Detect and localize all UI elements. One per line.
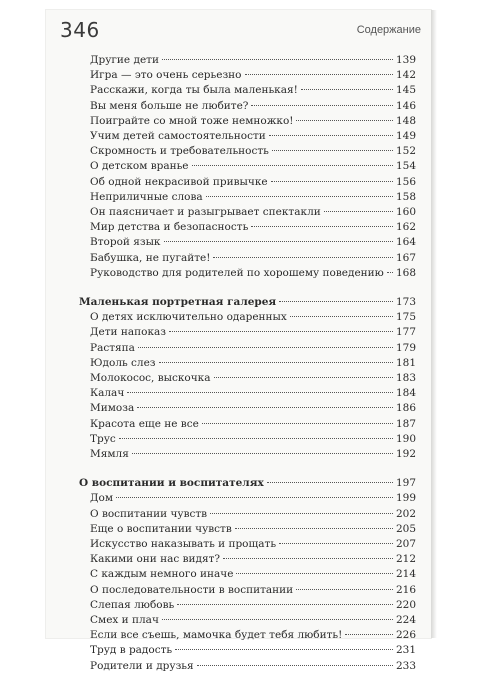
entry-title: Растяпа <box>90 341 135 354</box>
entry-title: Труд в радость <box>90 644 173 657</box>
entry-page-number: 173 <box>395 296 416 308</box>
page-edge-shadow <box>431 10 437 638</box>
dot-leader <box>223 557 393 559</box>
entry-page-number: 231 <box>395 644 416 657</box>
dot-leader <box>271 180 393 182</box>
dot-leader <box>345 633 393 635</box>
toc-entry <box>90 599 416 614</box>
entry-page-number: 139 <box>395 54 416 66</box>
dot-leader <box>296 588 393 590</box>
dot-leader <box>301 88 393 90</box>
toc-entry <box>90 629 416 644</box>
dot-leader <box>214 376 393 378</box>
entry-title: Он паясничает и разыгрывает спектакли <box>90 206 321 218</box>
toc-entry <box>90 568 416 583</box>
entry-title: Еще о воспитании чувств <box>90 522 232 535</box>
dot-leader <box>202 422 393 424</box>
entry-page-number: 177 <box>395 326 416 339</box>
toc-entry <box>90 433 416 448</box>
toc-entry <box>90 252 416 267</box>
dot-leader <box>175 648 393 650</box>
dot-leader <box>132 452 393 454</box>
entry-page-number: 175 <box>395 311 416 324</box>
entry-title: Какими они нас видят? <box>90 553 221 566</box>
entry-page-number: 164 <box>395 236 416 249</box>
entry-title: Родители и друзья <box>90 659 194 672</box>
entry-page-number: 149 <box>395 130 416 142</box>
dot-leader <box>279 542 393 544</box>
entry-title: Второй язык <box>90 236 161 249</box>
dot-leader <box>159 361 393 363</box>
entry-page-number: 226 <box>395 629 416 642</box>
entry-title: Слепая любовь <box>90 598 175 611</box>
entry-page-number: 186 <box>395 402 416 415</box>
dot-leader <box>116 496 393 498</box>
toc-entry <box>90 84 416 99</box>
entry-page-number: 199 <box>395 492 416 505</box>
dot-leader <box>387 271 393 273</box>
entry-title: Учим детей самостоятельности <box>90 130 266 142</box>
entry-title: Молокосос, выскочка <box>90 372 211 384</box>
toc-entry <box>90 191 416 206</box>
running-title: Содержание <box>356 24 421 36</box>
dot-leader <box>177 603 393 605</box>
entry-title: Если все съешь, мамочка будет тебя любить! <box>90 629 343 642</box>
toc-entry <box>90 342 416 357</box>
entry-page-number: 142 <box>395 69 416 82</box>
entry-title: Бабушка, не пугайте! <box>90 251 211 264</box>
entry-title: Мямля <box>90 448 129 460</box>
entry-page-number: 205 <box>395 522 416 535</box>
entry-page-number: 202 <box>395 507 416 520</box>
entry-page-number: 168 <box>395 266 416 279</box>
toc-entry <box>90 69 416 84</box>
entry-title: Вы меня больше не любите? <box>90 99 249 112</box>
toc-entry <box>90 115 416 130</box>
toc-entry <box>90 145 416 160</box>
entry-page-number: 146 <box>395 99 416 112</box>
entry-title: Красота еще не все <box>90 417 199 430</box>
toc-entry <box>90 100 416 115</box>
page-header <box>46 10 431 50</box>
entry-title: О детях исключительно одаренных <box>90 311 287 324</box>
dot-leader <box>324 210 393 212</box>
dot-leader <box>138 346 393 348</box>
dot-leader <box>251 225 393 227</box>
dot-leader <box>127 391 393 393</box>
dot-leader <box>269 134 393 136</box>
toc-entry <box>90 326 416 341</box>
entry-page-number: 152 <box>395 145 416 158</box>
toc-entry <box>90 644 416 659</box>
toc-entry <box>90 614 416 629</box>
entry-page-number: 187 <box>395 417 416 430</box>
entry-title: Поиграйте со мной тоже немножко! <box>90 114 294 127</box>
dot-leader <box>137 406 393 408</box>
entry-page-number: 183 <box>395 372 416 384</box>
toc-entry <box>90 523 416 538</box>
entry-title: Трус <box>90 432 116 445</box>
entry-page-number: 233 <box>395 659 416 672</box>
dot-leader <box>119 437 393 439</box>
dot-leader <box>169 330 393 332</box>
toc-section-heading <box>79 477 416 492</box>
dot-leader <box>197 664 393 666</box>
entry-page-number: 224 <box>395 614 416 626</box>
page-number: 346 <box>60 18 100 42</box>
dot-leader <box>296 119 392 121</box>
toc-entry <box>90 206 416 221</box>
entry-page-number: 190 <box>395 432 416 445</box>
toc-entry <box>90 508 416 523</box>
entry-page-number: 214 <box>395 568 416 581</box>
dot-leader <box>245 73 393 75</box>
dot-leader <box>267 481 393 483</box>
entry-page-number: 158 <box>395 190 416 203</box>
dot-leader <box>162 58 393 60</box>
entry-title: Неприличные слова <box>90 190 203 203</box>
toc-entry <box>90 130 416 145</box>
entry-title: Об одной некрасивой привычке <box>90 175 268 188</box>
entry-page-number: 212 <box>395 553 416 566</box>
toc-entry <box>90 176 416 191</box>
book-page <box>46 10 431 672</box>
entry-page-number: 216 <box>395 583 416 596</box>
toc-entry <box>90 660 416 675</box>
entry-page-number: 162 <box>395 221 416 234</box>
toc-entry <box>90 160 416 175</box>
dot-leader <box>251 104 393 106</box>
entry-page-number: 184 <box>395 387 416 400</box>
dot-leader <box>290 315 393 317</box>
entry-title: Дом <box>90 492 114 505</box>
entry-title: Искусство наказывать и прощать <box>90 538 277 550</box>
entry-page-number: 220 <box>395 598 416 611</box>
dot-leader <box>235 527 393 529</box>
toc-entry <box>90 372 416 387</box>
dot-leader <box>164 240 393 242</box>
entry-title: Игра — это очень серьезно <box>90 69 242 82</box>
toc-entry <box>90 221 416 236</box>
toc-entry <box>90 418 416 433</box>
entry-page-number: 148 <box>395 114 416 127</box>
entry-title: Мир детства и безопасность <box>90 221 249 234</box>
entry-title: Юдоль слез <box>90 356 156 369</box>
toc-entry <box>90 357 416 372</box>
toc-entry <box>90 584 416 599</box>
entry-page-number: 145 <box>395 84 416 97</box>
entry-title: Руководство для родителей по хорошему поведению <box>90 266 384 279</box>
dot-leader <box>162 618 393 620</box>
entry-title: Мимоза <box>90 402 135 415</box>
entry-page-number: 156 <box>395 175 416 188</box>
dot-leader <box>236 572 393 574</box>
toc-entry <box>90 54 416 69</box>
toc-entry <box>90 538 416 553</box>
entry-title: О последовательности в воспитании <box>90 583 294 596</box>
entry-title: Расскажи, когда ты была маленькая! <box>90 84 298 97</box>
dot-leader <box>192 164 393 166</box>
entry-page-number: 179 <box>395 341 416 354</box>
entry-page-number: 197 <box>395 477 416 490</box>
toc-entry <box>90 311 416 326</box>
toc-entry <box>90 236 416 251</box>
section-title: О воспитании и воспитателях <box>79 477 264 490</box>
section-title: Маленькая портретная галерея <box>79 296 277 308</box>
toc-entry <box>90 402 416 417</box>
toc-entry <box>90 448 416 463</box>
entry-title: Калач <box>90 387 125 400</box>
entry-page-number: 160 <box>395 206 416 218</box>
entry-page-number: 167 <box>395 251 416 264</box>
entry-page-number: 181 <box>395 356 416 369</box>
entry-title: С каждым немного иначе <box>90 568 234 581</box>
entry-title: О детском вранье <box>90 160 189 173</box>
entry-page-number: 154 <box>395 160 416 173</box>
dot-leader <box>206 195 393 197</box>
dot-leader <box>272 149 393 151</box>
entry-title: Смех и плач <box>90 614 159 626</box>
entry-page-number: 192 <box>395 448 416 460</box>
entry-page-number: 207 <box>395 538 416 550</box>
dot-leader <box>213 256 392 258</box>
entry-title: Дети напоказ <box>90 326 167 339</box>
toc-entry <box>90 492 416 507</box>
entry-title: Скромность и требовательность <box>90 145 269 158</box>
dot-leader <box>210 512 393 514</box>
toc-entry <box>90 267 416 282</box>
entry-title: Другие дети <box>90 54 159 66</box>
entry-title: О воспитании чувств <box>90 507 208 520</box>
toc-entry <box>90 387 416 402</box>
toc-entry <box>90 553 416 568</box>
toc-section-heading <box>79 296 416 311</box>
dot-leader <box>279 300 393 302</box>
